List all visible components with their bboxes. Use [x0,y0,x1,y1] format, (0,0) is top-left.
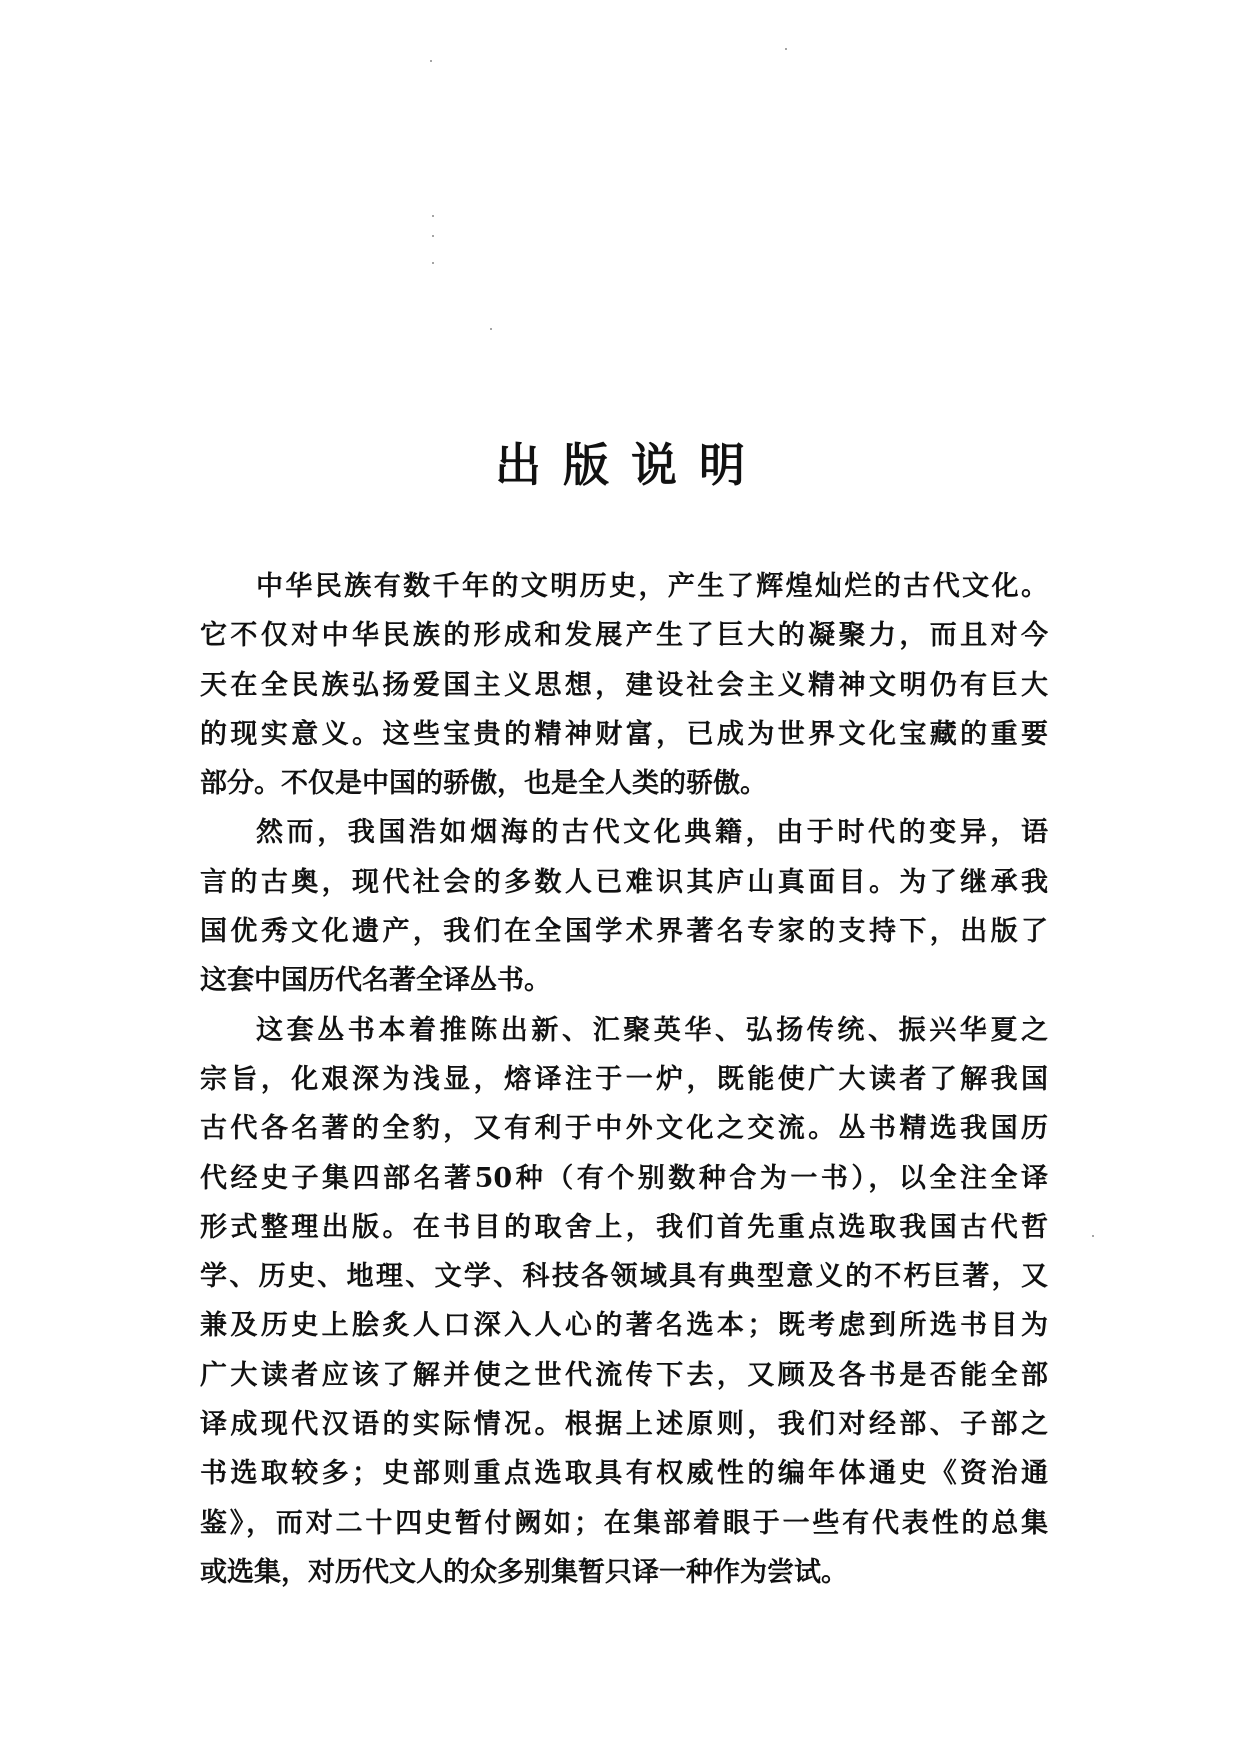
paragraph-line: 学、历史、地理、文学、科技各领域具有典型意义的不朽巨著，又 [200,1261,1048,1293]
paragraph-line: 鉴》，而对二十四史暂付阙如；在集部着眼于一些有代表性的总集 [200,1507,1048,1539]
paragraph-line: 部分。不仅是中国的骄傲，也是全人类的骄傲。 [200,768,767,800]
paragraph-line: 中华民族有数千年的文明历史，产生了辉煌灿烂的古代文化。 [256,571,1048,602]
document-body [200,562,1048,1597]
page-title: 出版说明 [495,437,767,492]
paragraph-line: 形式整理出版。在书目的取舍上，我们首先重点选取我国古代哲 [200,1211,1048,1243]
paragraph-line: 的现实意义。这些宝贵的精神财富，已成为世界文化宝藏的重要 [200,718,1048,750]
paragraph-line: 译成现代汉语的实际情况。根据上述原则，我们对经部、子部之 [200,1409,1048,1441]
paragraph-line: 然而，我国浩如烟海的古代文化典籍，由于时代的变异，语 [256,817,1048,849]
scan-speck [1092,1235,1094,1237]
paragraph-line: 它不仅对中华民族的形成和发展产生了巨大的凝聚力，而且对今 [200,620,1048,652]
scan-speck [490,328,492,330]
paragraph-line: 兼及历史上脍炙人口深入人心的著名选本；既考虑到所选书目为 [200,1310,1048,1342]
scan-speck [785,48,787,50]
paragraph-line: 古代各名著的全豹，又有利于中外文化之交流。丛书精选我国历 [200,1113,1048,1145]
scan-speck [432,235,434,237]
scan-speck [432,215,434,217]
paragraph-line: 书选取较多；史部则重点选取具有权威性的编年体通史《资治通 [200,1458,1048,1490]
paragraph-line: 代经史子集四部名著50种（有个别数种合为一书），以全注全译 [200,1162,1048,1194]
paragraph-line: 这套丛书本着推陈出新、汇聚英华、弘扬传统、振兴华夏之 [256,1014,1048,1046]
paragraph-line: 宗旨，化艰深为浅显，熔译注于一炉，既能使广大读者了解我国 [200,1063,1048,1095]
paragraph-line: 广大读者应该了解并使之世代流传下去，又顾及各书是否能全部 [200,1359,1048,1391]
paragraph-line: 天在全民族弘扬爱国主义思想，建设社会主义精神文明仍有巨大 [200,669,1048,701]
paragraph-line: 国优秀文化遗产，我们在全国学术界著名专家的支持下，出版了 [200,916,1048,948]
paragraph-line: 或选集，对历代文人的众多别集暂只译一种作为尝试。 [200,1556,848,1588]
scan-speck [432,262,434,264]
scan-speck [430,60,432,62]
paragraph-line: 这套中国历代名著全译丛书。 [200,965,551,997]
paragraph-line: 言的古奥，现代社会的多数人已难识其庐山真面目。为了继承我 [200,866,1048,898]
